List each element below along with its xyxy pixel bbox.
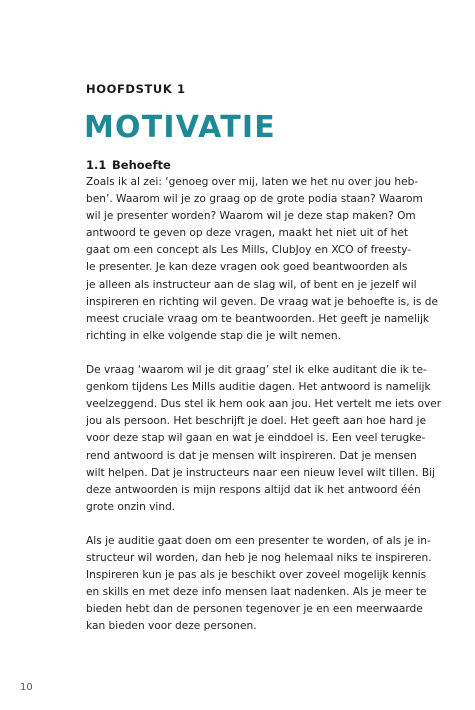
- text-line: inspireren en richting wil geven. De vraag wat je behoefte is, is de: [86, 295, 438, 308]
- text-line: structeur wil worden, dan heb je nog helemaal niks te inspireren.: [86, 552, 432, 565]
- text-line: je alleen als instructeur aan de slag wil, of bent en je jezelf wil: [86, 278, 417, 291]
- paragraph: [86, 533, 431, 636]
- text-line: ben’. Waarom wil je zo graag op de grote podia staan? Waarom: [86, 193, 423, 206]
- text-line: en skills en met deze info mensen laat nadenken. Als je meer te: [86, 586, 427, 599]
- text-line: jou als persoon. Het beschrijft je doel. Het geeft aan hoe hard je: [86, 415, 427, 428]
- text-line: wil je presenter worden? Waarom wil je deze stap maken? Om: [86, 210, 416, 223]
- text-line: De vraag ‘waarom wil je dit graag’ stel ik elke auditant die ik te-: [86, 364, 427, 377]
- paragraph: [86, 362, 442, 516]
- text-line: wilt helpen. Dat je instructeurs naar een nieuw level wilt tillen. Bij: [86, 466, 435, 479]
- section-title: Behoefte: [112, 158, 171, 172]
- text-line: gaat om een concept als Les Mills, ClubJoy en XCO of freesty-: [86, 244, 412, 257]
- text-line: voor deze stap wil gaan en wat je einddoel is. Een veel terugke-: [86, 432, 426, 445]
- text-line: deze antwoorden is mijn respons altijd dat ik het antwoord één: [86, 483, 421, 496]
- text-line: meest cruciale vraag om te beantwoorden. Het geeft je namelijk: [86, 312, 430, 325]
- text-line: kan bieden voor deze personen.: [86, 620, 257, 633]
- text-line: grote onzin vind.: [86, 500, 176, 513]
- text-line: rend antwoord is dat je mensen wilt inspireren. Dat je mensen: [86, 449, 417, 462]
- text-line: Als je auditie gaat doen om een presenter te worden, of als je in-: [86, 534, 431, 547]
- section-number: 1.1: [86, 158, 107, 172]
- paragraph: [86, 174, 438, 345]
- text-line: bieden hebt dan de personen tegenover je en een meerwaarde: [86, 603, 423, 616]
- chapter-label: HOOFDSTUK 1: [86, 82, 186, 96]
- paragraph-gap: [86, 345, 431, 362]
- text-line: veelzeggend. Dus stel ik hem ook aan jou. Het vertelt me iets over: [86, 398, 442, 411]
- text-line: le presenter. Je kan deze vragen ook goed beantwoorden als: [86, 261, 408, 274]
- text-line: Zoals ik al zei: ‘genoeg over mij, laten we het nu over jou heb-: [86, 176, 419, 188]
- page-number: 10: [20, 682, 33, 693]
- text-line: genkom tijdens Les Mills auditie dagen. Het antwoord is namelijk: [86, 381, 431, 394]
- text-line: antwoord te geven op deze vragen, maakt het niet uit of het: [86, 227, 409, 240]
- body-text: [86, 174, 442, 636]
- text-line: Inspireren kun je pas als je beschikt over zoveel mogelijk kennis: [86, 569, 427, 582]
- paragraph-gap: [86, 516, 431, 533]
- section-heading: [86, 158, 171, 172]
- chapter-title: MOTIVATIE: [84, 110, 276, 145]
- text-line: richting in elke volgende stap die je wilt nemen.: [86, 329, 341, 342]
